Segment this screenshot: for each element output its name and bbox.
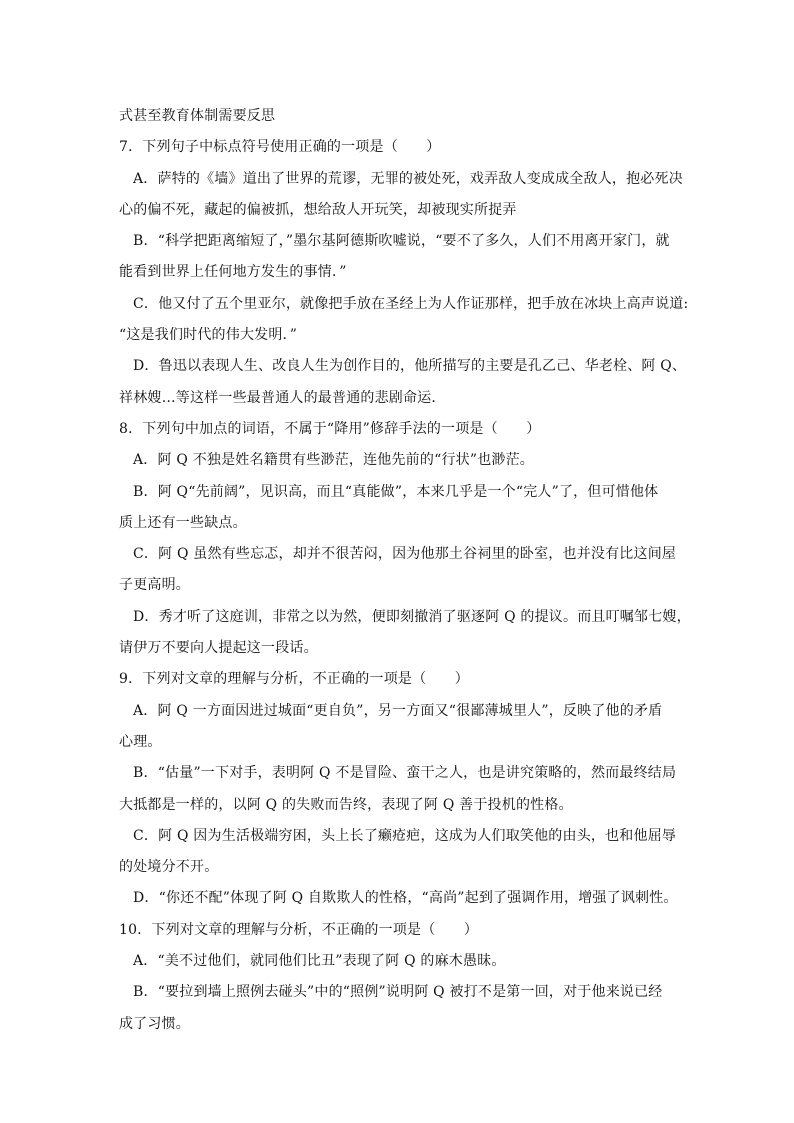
answer-option: C．他又付了五个里亚尔，就像把手放在圣经上为人作证那样，把手放在冰块上高声说道:: [133, 295, 689, 312]
text-line: 成了习惯。: [119, 1015, 190, 1032]
text-line: 心理。: [119, 733, 162, 750]
answer-option: D．鲁迅以表现人生、改良人生为创作目的，他所描写的主要是孔乙己、华老栓、阿 Q、: [133, 358, 687, 375]
question-stem: 10．下列对文章的理解与分析，不正确的一项是（ ）: [119, 921, 479, 938]
text-line: 能看到世界上任何地方发生的事情．”: [119, 264, 347, 281]
answer-option: B．“科学把距离缩短了，”墨尔基阿德斯吹嘘说，“要不了多久，人们不用离开家门，就: [133, 233, 670, 250]
exam-text-body: [119, 101, 691, 1040]
text-line: 的处境分不开。: [119, 859, 219, 876]
question-stem: 7．下列句子中标点符号使用正确的一项是（ ）: [119, 139, 441, 156]
answer-option: C．阿 Q 虽然有些忘忑，却并不很苦闷，因为他那土谷祠里的卧室，也并没有比这间屋: [133, 546, 677, 563]
answer-option: C．阿 Q 因为生活极端穷困，头上长了癞疮疤，这成为人们取笑他的由头，也和他屈辱: [133, 827, 677, 844]
text-line: 祥林嫂…等这样一些最普通人的最普通的悲剧命运．: [119, 389, 446, 406]
text-line: 请伊万不要向人提起这一段话。: [119, 640, 318, 657]
question-stem: 8．下列句中加点的词语，不属于“降用”修辞手法的一项是（ ）: [119, 420, 541, 437]
answer-option: A．阿 Q 不独是姓名籍贯有些渺茫，连他先前的“行状”也渺茫。: [133, 452, 535, 469]
answer-option: D．“你还不配”体现了阿 Q 自欺欺人的性格，“高尚”起到了强调作用，增强了讽刺性。: [133, 890, 678, 907]
answer-option: B．“估量”一下对手，表明阿 Q 不是冒险、蛮干之人，也是讲究策略的，然而最终结局: [133, 765, 677, 782]
text-line: 大抵都是一样的，以阿 Q 的失败而告终，表现了阿 Q 善于投机的性格。: [119, 796, 573, 813]
answer-option: A．阿 Q 一方面因进过城面“更自负”，另一方面又“很鄙薄城里人”，反映了他的矛盾: [133, 702, 663, 719]
question-stem: 9．下列对文章的理解与分析，不正确的一项是（ ）: [119, 671, 469, 688]
text-line: “这是我们时代的伟大发明．”: [119, 327, 298, 344]
answer-option: B．阿 Q“先前阔”，见识高，而且“真能做”，本来几乎是一个“完人”了，但可惜他体: [133, 483, 659, 500]
text-line: 式甚至教育体制需要反思: [119, 108, 276, 124]
text-line: 子更高明。: [119, 577, 190, 594]
answer-option: A．“美不过他们，就同他们比丑”表现了阿 Q 的麻木愚昧。: [133, 953, 506, 970]
text-line: 质上还有一些缺点。: [119, 514, 247, 531]
answer-option: B．“要拉到墙上照例去碰头”中的“照例”说明阿 Q 被打不是第一回，对于他来说已经: [133, 984, 663, 1001]
answer-option: D．秀才听了这庭训，非常之以为然，便即刻撤消了驱逐阿 Q 的提议。而且叮嘱邹七嫂，: [133, 608, 691, 625]
text-line: 心的偏不死，藏起的偏被抓，想给敌人开玩笑，却被现实所捉弄: [119, 201, 517, 218]
answer-option: A．萨特的《墙》道出了世界的荒谬，无罪的被处死，戏弄敌人变成成全敌人，抱必死决: [133, 170, 683, 187]
